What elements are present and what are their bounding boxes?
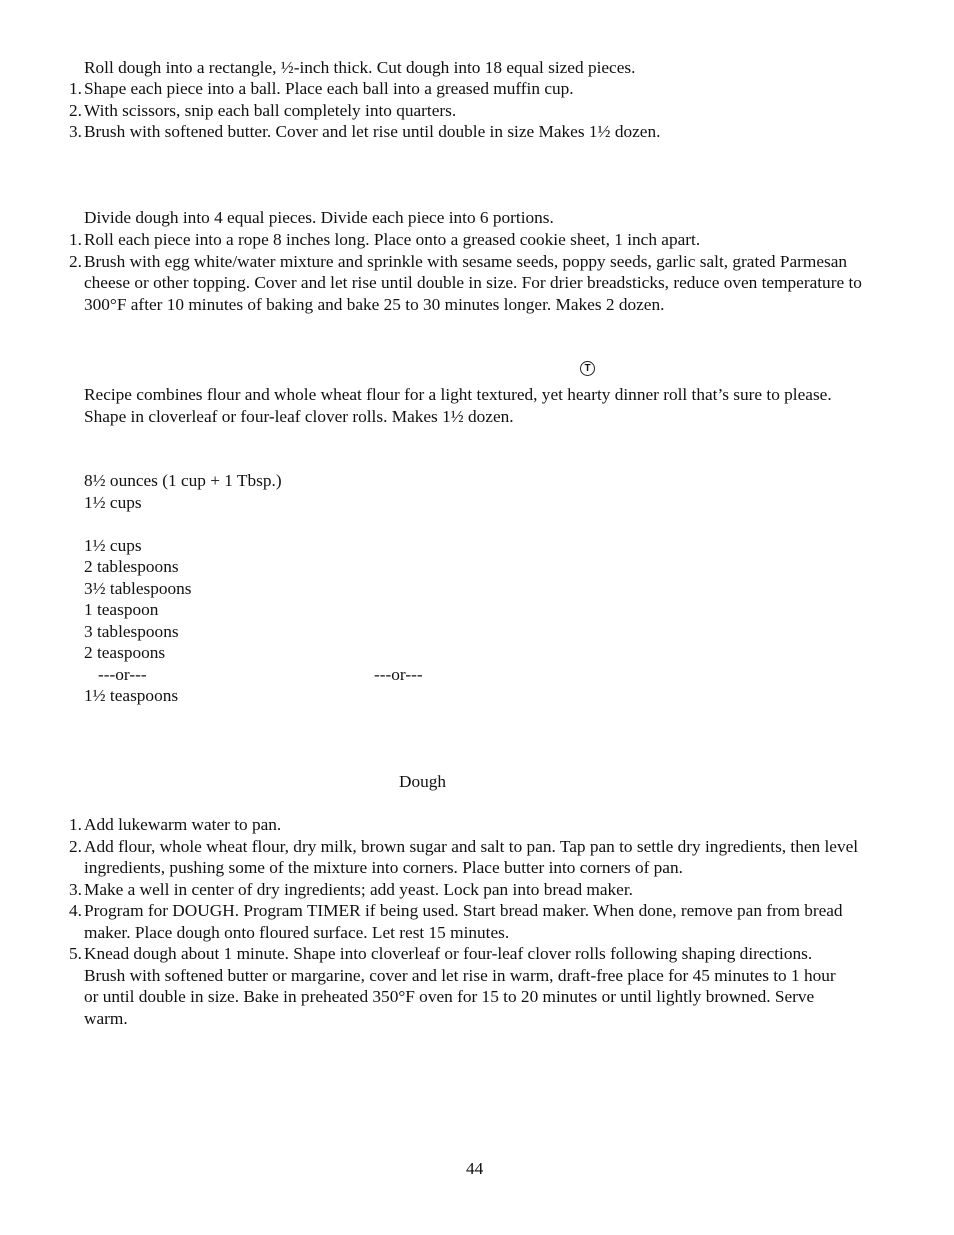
step-text: Program for DOUGH. Program TIMER if being used. Start bread maker. When done, remove pan from bread maker. Place dough onto floured surface. Let rest 15 minutes. (84, 901, 843, 942)
list-item (0, 879, 900, 901)
page-number: 44 (466, 1159, 484, 1178)
amount-item: 2 teaspoons (84, 643, 166, 662)
list-item (0, 78, 900, 100)
section2-steps (0, 229, 900, 315)
setting-label: Dough (399, 772, 447, 791)
list-item (0, 100, 900, 122)
list-item (0, 121, 900, 143)
amount-item: 3 tablespoons (84, 622, 179, 641)
list-item (0, 229, 900, 251)
amount-item: 1½ cups (84, 493, 142, 512)
step-number: 2. (69, 100, 82, 120)
amount-item: 3½ tablespoons (84, 579, 192, 598)
section2-intro: Divide dough into 4 equal pieces. Divide each piece into 6 portions. (84, 208, 554, 227)
step-text: Knead dough about 1 minute. Shape into cloverleaf or four-leaf clover rolls following shaping directions. Brush with softened butter or margarine, cover and let rise in warm, draft-free place for 45 minutes to 1 hour or until double in size. Bake in preheated 350°F oven for 15 to 20 minutes or until lightly browned. Serve warm. (84, 944, 836, 1028)
section1-steps (0, 78, 900, 143)
amount-item: 1½ teaspoons (84, 686, 179, 705)
recipe-steps (0, 814, 900, 1029)
ingredient-or-divider: ---or--- (374, 665, 423, 684)
timer-icon: T (580, 361, 595, 376)
recipe-description: Recipe combines flour and whole wheat flour for a light textured, yet hearty dinner roll that’s sure to please. Shape in cloverleaf or four-leaf clover rolls. Makes 1½ dozen. (84, 385, 832, 426)
list-item (0, 836, 900, 879)
step-text: Brush with softened butter. Cover and let rise until double in size Makes 1½ dozen. (84, 122, 661, 141)
step-text: Roll each piece into a rope 8 inches long. Place onto a greased cookie sheet, 1 inch apart. (84, 230, 701, 249)
step-number: 2. (69, 836, 82, 856)
amount-or-divider: ---or--- (98, 665, 147, 684)
step-text: Make a well in center of dry ingredients; add yeast. Lock pan into bread maker. (84, 879, 633, 899)
step-text: Add lukewarm water to pan. (84, 815, 282, 834)
step-text: Brush with egg white/water mixture and sprinkle with sesame seeds, poppy seeds, garlic salt, grated Parmesan cheese or other topping. Cover and let rise until double in size. For drier breadsticks, reduce oven temperature to 300°F after 10 minutes of baking and bake 25 to 30 minutes longer. Makes 2 dozen. (84, 251, 862, 314)
amount-item: 1 teaspoon (84, 600, 159, 619)
section1-intro: Roll dough into a rectangle, ½-inch thick. Cut dough into 18 equal sized pieces. (84, 58, 636, 77)
step-number: 1. (69, 815, 82, 834)
step-number: 3. (69, 122, 82, 141)
step-number: 3. (69, 879, 82, 899)
step-number: 5. (69, 944, 82, 963)
amount-item: 8½ ounces (1 cup + 1 Tbsp.) (84, 471, 282, 490)
list-item (0, 943, 900, 1029)
amount-item: 2 tablespoons (84, 557, 179, 576)
step-text: Add flour, whole wheat flour, dry milk, brown sugar and salt to pan. Tap pan to settle dry ingredients, then level ingredients, pushing some of the mixture into corners. Place butter into corners of pan. (84, 836, 859, 877)
step-number: 4. (69, 901, 82, 920)
step-text: With scissors, snip each ball completely into quarters. (84, 100, 457, 120)
list-item (0, 900, 900, 943)
step-number: 1. (69, 79, 82, 98)
step-text: Shape each piece into a ball. Place each ball into a greased muffin cup. (84, 79, 574, 98)
step-number: 2. (69, 251, 82, 271)
list-item (0, 814, 900, 836)
list-item (0, 251, 900, 316)
step-number: 1. (69, 230, 82, 249)
amount-item: 1½ cups (84, 536, 142, 555)
